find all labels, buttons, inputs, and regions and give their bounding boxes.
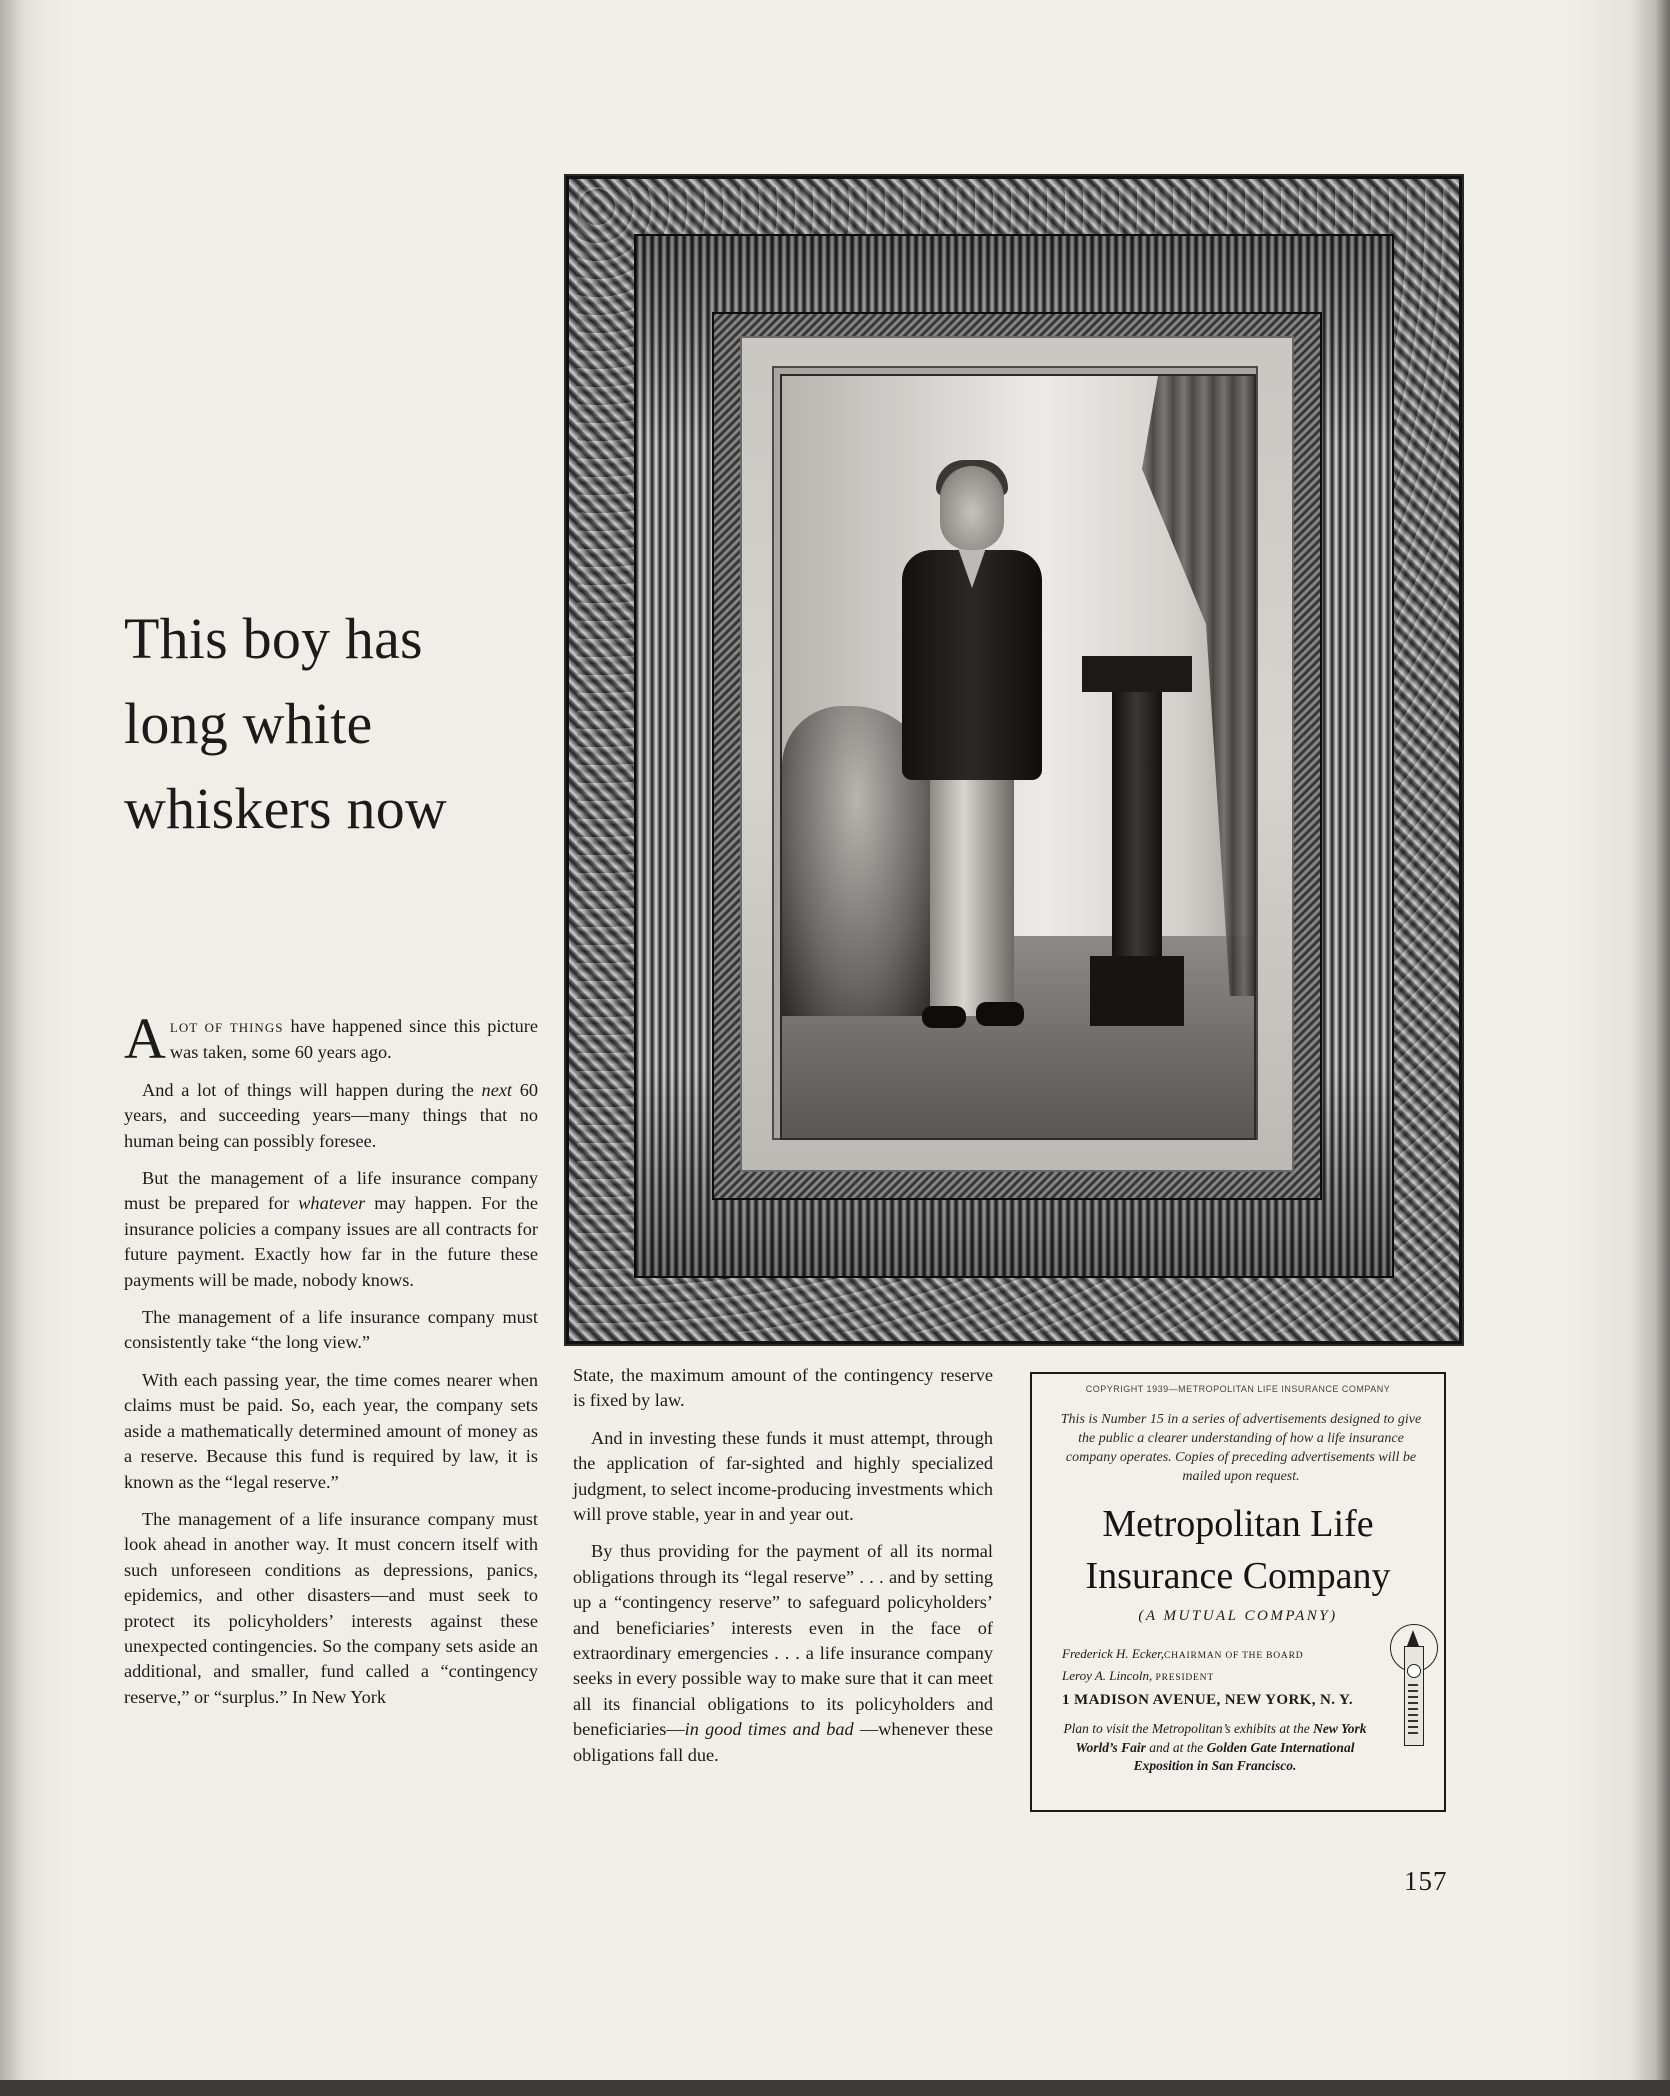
company-signature-box [1030,1372,1446,1812]
body-column-2 [573,1363,993,1780]
scan-edge [0,2080,1670,2096]
drop-cap: A [124,1006,166,1071]
headline-line-3: whiskers now [124,776,447,841]
paragraph-8: By thus providing for the payment of all its normal obligations through its “legal reserve” . . . and by setting up a “contingency reserve” to safeguard policyholders’ and beneficiaries’ interests even in the face of extraordinary emergencies . . . a life insurance company seeks in every possible way to make sure that it can meet all its financial obligations to its policyholders and beneficiaries—in good times and bad —whenever these obligations fall due. [573,1541,994,1765]
paragraph-6: The management of a life insurance company must look ahead in another way. It must concern itself with such unforeseen conditions as depressions, panics, epidemics, and other disasters—and must seek to protect its policyholders’ interests against these unexpected contingencies. So the company sets aside an additional, and smaller, fund called a “contingency reserve,” or “surplus.” In New York [124,1508,538,1707]
company-name: Metropolitan Life Insurance Company [1085,1503,1391,1597]
president-line: Leroy A. Lincoln, PRESIDENT [1062,1668,1214,1683]
headline [124,596,564,851]
boy-portrait-photo [780,374,1256,1140]
headline-line-2: long white [124,691,373,756]
company-address: 1 MADISON AVENUE, NEW YORK, N. Y. [1062,1692,1354,1708]
body-column-1 [124,1006,539,1722]
pedestal [1082,656,1192,1026]
chairman-line: Frederick H. Ecker,CHAIRMAN OF THE BOARD [1062,1646,1304,1661]
headline-line-1: This boy has [124,606,423,671]
paragraph-1: ALOT OF THINGS have happened since this picture was taken, some 60 years ago. [124,1006,539,1071]
page-gutter-shadow [0,0,40,2096]
copyright-line: COPYRIGHT 1939—METROPOLITAN LIFE INSURANCE COMPANY [1085,1384,1391,1394]
paragraph-7: And in investing these funds it must attempt, through the application of far-sighted and highly specialized judgment, to select income-producing investments which will prove stable, year in and year out. [573,1427,993,1525]
page-number: 157 [1404,1866,1448,1896]
series-note: This is Number 15 in a series of advertisements designed to give the public a clearer understanding of how a life insurance company operates. Copies of preceding advertisements will be mailed upon request. [1060,1412,1422,1484]
paragraph-6-continued: State, the maximum amount of the contingency reserve is fixed by law. [573,1365,993,1411]
boy-figure [872,466,1072,1066]
metropolitan-tower-icon [1390,1624,1436,1744]
paragraph-2: And a lot of things will happen during the next 60 years, and succeeding years—many things that no human being can possibly foresee. [124,1079,538,1151]
paragraph-4: The management of a life insurance company must consistently take “the long view.” [124,1307,538,1353]
paragraph-5: With each passing year, the time comes nearer when claims must be paid. So, each year, the company sets aside a mathematically determined amount of money as a reserve. Because this fund is required by law, it is known as the “legal reserve.” [124,1369,538,1492]
mutual-company-label: (A MUTUAL COMPANY) [1138,1608,1338,1624]
exposition-invitation: Plan to visit the Metropolitan’s exhibits at the New York World’s Fair and at the Golden Gate International Exposition in San Francisco. [1063,1721,1367,1773]
officers-block [1062,1644,1372,1710]
paragraph-3: But the management of a life insurance company must be prepared for whatever may happen. For the insurance policies a company issues are all contracts for future payment. Exactly how far in the future these payments will be made, nobody knows. [124,1168,538,1290]
